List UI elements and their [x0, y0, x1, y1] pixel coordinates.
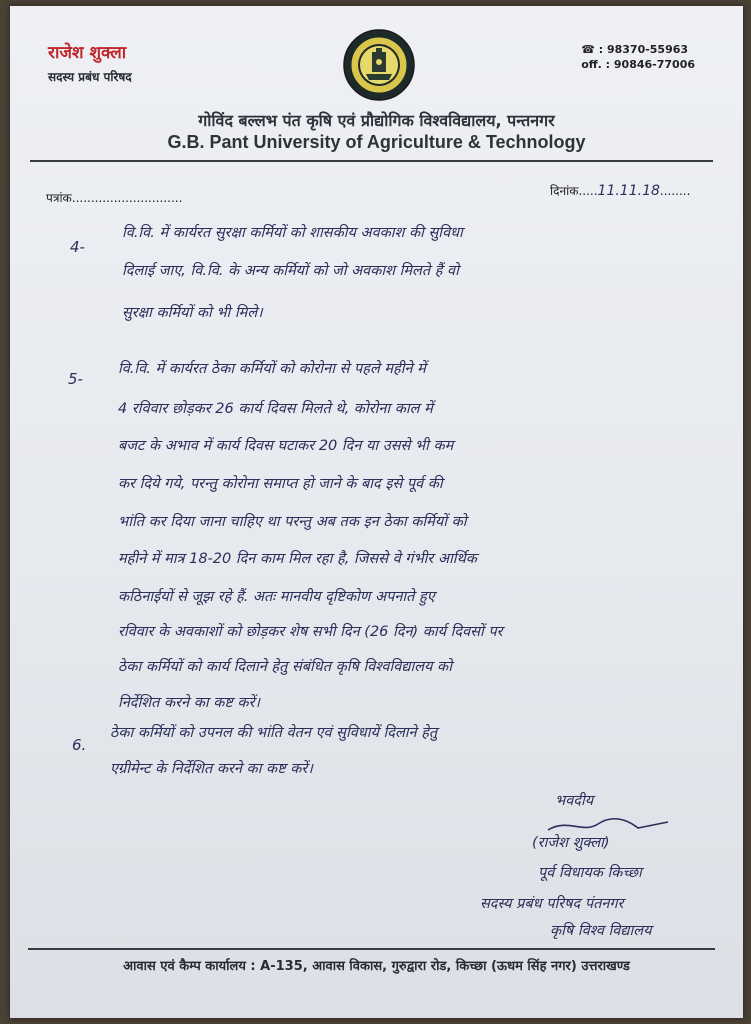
closing-bhavdiya: भवदीय [555, 793, 594, 809]
sender-designation: सदस्य प्रबंध परिषद [48, 70, 132, 84]
footer-address: आवास एवं कैम्प कार्यालय : A-135, आवास विकास, गुरुद्वारा रोड, किच्छा (ऊधम सिंह नगर) उत्तराखण्ड [123, 959, 630, 974]
dinank-value: 11.11.18 [597, 183, 660, 199]
dinank-dots: ........ [659, 184, 691, 198]
point-4-line: सुरक्षा कर्मियों को भी मिले। [122, 305, 263, 321]
letter-sheet [10, 6, 743, 1018]
point-6-line: ठेका कर्मियों को उपनल की भांति वेतन एवं सुविधायें दिलाने हेतु [110, 725, 438, 741]
point-5-line: कर दिये गये, परन्तु कोरोना समाप्त हो जाने के बाद इसे पूर्व की [118, 476, 443, 492]
header-divider [30, 160, 713, 162]
office-number: off. : 90846-77006 [581, 58, 695, 71]
university-name-english: G.B. Pant University of Agriculture & Technology [167, 132, 586, 152]
point-5-number: 5- [68, 370, 83, 388]
point-5-line: महीने में मात्र 18-20 दिन काम मिल रहा है, जिससे वे गंभीर आर्थिक [118, 551, 477, 567]
signatory-line-3: कृषि विश्व विद्यालय [550, 923, 652, 939]
dinank-field: दिनांक.....11.11.18........ [550, 183, 691, 199]
point-5-line: वि.वि. में कार्यरत ठेका कर्मियों को कोरोना से पहले महीने में [118, 361, 426, 377]
point-5-line: भांति कर दिया जाना चाहिए था परन्तु अब तक इन ठेका कर्मियों को [118, 514, 467, 530]
point-5-line: रविवार के अवकाशों को छोड़कर शेष सभी दिन (26 दिन) कार्य दिवसों पर [118, 624, 503, 640]
dinank-label: दिनांक [550, 184, 579, 198]
point-5-line: कठिनाईयों से जूझ रहे हैं. अतः मानवीय दृष्टिकोण अपनाते हुए [118, 589, 435, 605]
point-5-line: 4 रविवार छोड़कर 26 कार्य दिवस मिलते थे, कोरोना काल में [118, 401, 433, 417]
point-6-number: 6. [72, 736, 87, 754]
point-4-line: वि.वि. में कार्यरत सुरक्षा कर्मियों को शासकीय अवकाश की सुविधा [122, 225, 463, 241]
university-name-hindi: गोविंद बल्लभ पंत कृषि एवं प्रौद्योगिक विश्वविद्यालय, पन्तनगर [198, 111, 555, 130]
signatory-name: (राजेश शुक्ला) [532, 835, 610, 851]
point-5-line: ठेका कर्मियों को कार्य दिलाने हेतु संबंधित कृषि विश्वविद्यालय को [118, 659, 452, 675]
patrank-field: पत्रांक............................. [46, 191, 183, 205]
phone-number: ☎ : 98370-55963 [581, 43, 689, 56]
footer-divider [28, 948, 715, 950]
contact-block [581, 42, 695, 72]
point-4-number: 4- [70, 238, 85, 256]
signatory-line-1: पूर्व विधायक किच्छा [538, 865, 642, 881]
university-emblem-icon [342, 28, 416, 102]
signatory-line-2: सदस्य प्रबंध परिषद पंतनगर [480, 896, 624, 912]
point-4-line: दिलाई जाए, वि.वि. के अन्य कर्मियों को जो अवकाश मिलते हैं वो [122, 263, 459, 279]
sender-name: राजेश शुक्ला [48, 43, 127, 63]
point-6-line: एग्रीमेन्ट के निर्देशित करने का कष्ट करें। [110, 761, 313, 777]
point-5-line: निर्देशित करने का कष्ट करें। [118, 695, 260, 711]
point-5-line: बजट के अभाव में कार्य दिवस घटाकर 20 दिन या उससे भी कम [118, 438, 454, 454]
